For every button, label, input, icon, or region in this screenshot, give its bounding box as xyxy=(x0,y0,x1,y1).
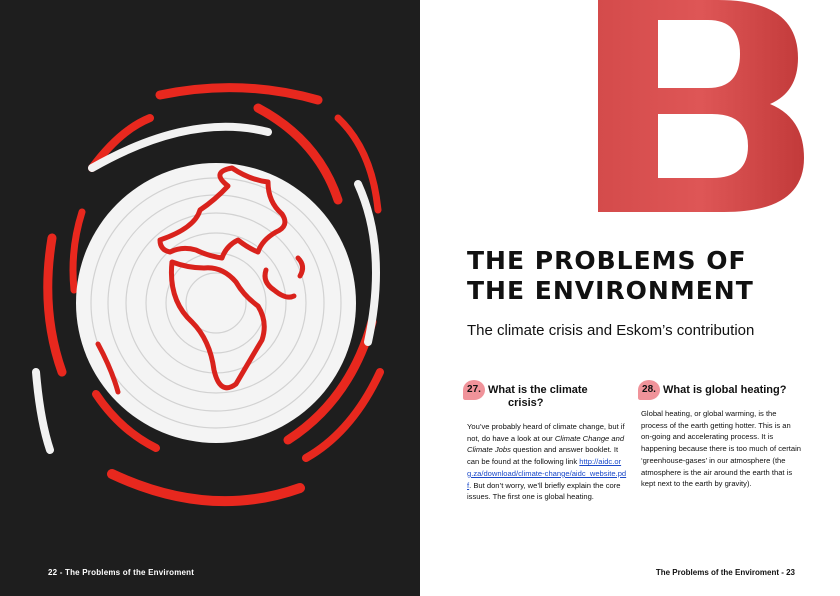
booklet-title: Climate Change and Climate Jobs xyxy=(467,433,625,455)
swirl-stroke xyxy=(112,474,300,501)
question-number-badge: 27. xyxy=(463,380,485,400)
section-letter-graphic xyxy=(598,0,804,212)
page-subtitle: The climate crisis and Eskom’s contribution xyxy=(467,322,755,339)
question-title-line: What is the climate xyxy=(488,384,588,396)
swirl-stroke xyxy=(48,238,62,372)
question-title xyxy=(488,384,628,410)
question-number-badge: 28. xyxy=(638,380,660,400)
page-footer-right: The Problems of the Enviroment - 23 xyxy=(655,568,795,577)
swirl-stroke xyxy=(358,184,376,342)
globe xyxy=(76,163,356,443)
swirl-stroke xyxy=(338,118,378,210)
swirl-stroke xyxy=(36,372,50,450)
question-body: You’ve probably heard of climate change, but if not, do have a look at our Climate Change and Climate Jobs question and answer booklet. It can be found at the following link http://aidc.org.za/download/climate-change/aidc_website.pdf. But don’t worry, we’ll briefly explain the core issues. The first one is global heating. xyxy=(467,422,627,502)
booklet-link[interactable]: http://aidc.org.za/download/climate-change/aidc_website.pdf xyxy=(467,457,627,490)
swirl-stroke xyxy=(92,127,268,168)
page-footer-left: 22 - The Problems of the Enviroment xyxy=(48,568,195,577)
page-title: THE PROBLEMS OF THE ENVIRONMENT xyxy=(467,246,754,305)
question-title-line: crisis? xyxy=(508,397,544,409)
swirl-stroke xyxy=(160,88,318,100)
question-title: What is global heating? xyxy=(663,384,787,396)
right-page xyxy=(420,0,840,596)
question-body: Global heating, or global warming, is the process of the earth getting hotter. This is an on-going and accelerating process. It is happening because there is too much of certain ‘greenhouse-gases’ in our atmosphere (the atmosphere is the air around the earth that is kept next to the earth by gravity). xyxy=(641,409,801,489)
